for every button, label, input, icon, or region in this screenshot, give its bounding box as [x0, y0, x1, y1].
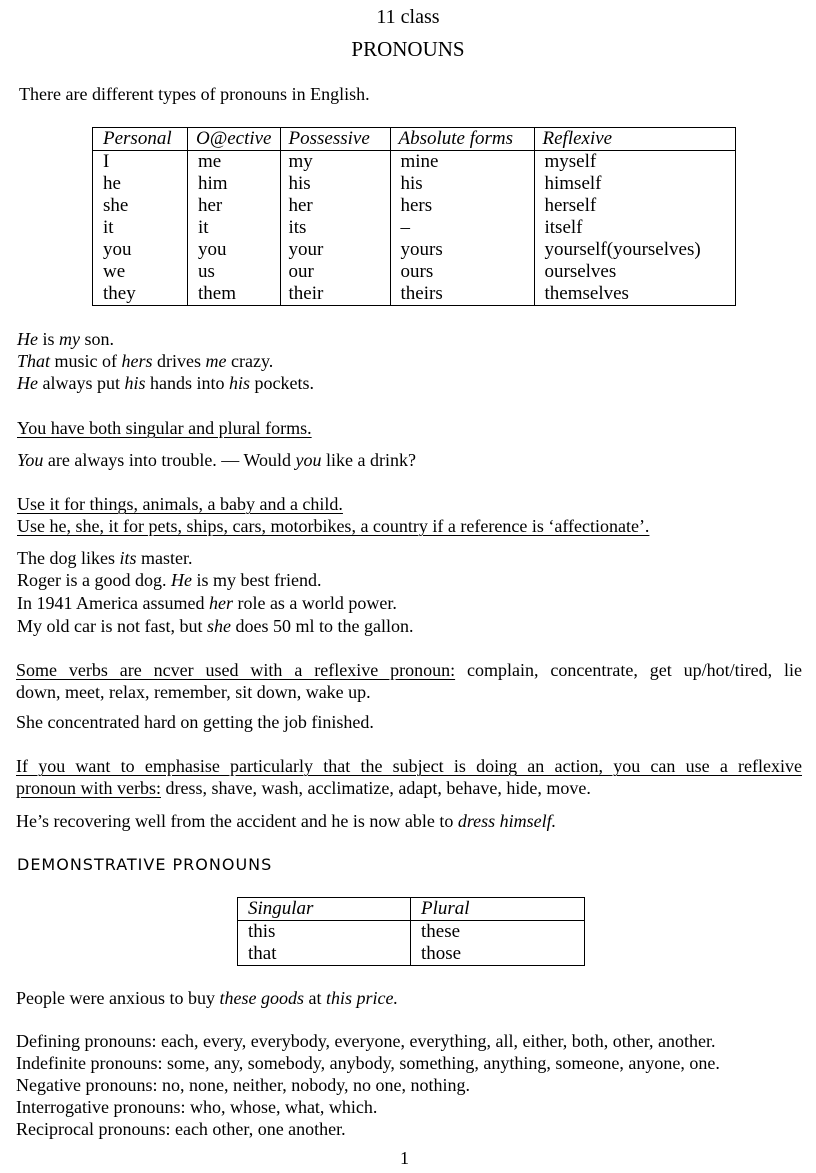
example-you: You are always into trouble. — Would you like a drink?: [17, 450, 416, 470]
table-cell: I: [93, 151, 188, 174]
defining-pronouns: Defining pronouns: each, every, everybody, everyone, everything, all, either, both, other, another.: [16, 1031, 716, 1051]
example-line: He is my son.: [17, 329, 115, 349]
table-cell: that: [238, 943, 411, 966]
rule-reflexive-cont: down, meet, relax, remember, sit down, wake up.: [16, 682, 371, 702]
example-line: He always put his hands into his pockets.: [17, 373, 314, 393]
table-cell: you: [188, 239, 281, 261]
table-cell: they: [93, 283, 188, 306]
table-row: [93, 195, 736, 217]
example-demonstrative: People were anxious to buy these goods at this price.: [16, 988, 398, 1008]
header-absolute: Absolute forms: [390, 128, 534, 151]
pronoun-table: [92, 127, 736, 306]
example-reflexive: She concentrated hard on getting the job finished.: [16, 712, 374, 732]
table-cell: her: [280, 195, 390, 217]
table-cell: this: [238, 921, 411, 944]
table-cell: your: [280, 239, 390, 261]
rule-you: You have both singular and plural forms.: [17, 418, 312, 438]
table-cell: them: [188, 283, 281, 306]
table-cell: it: [188, 217, 281, 239]
example-line: In 1941 America assumed her role as a world power.: [17, 593, 397, 613]
class-label: 11 class: [376, 6, 440, 28]
example-emphasis: He’s recovering well from the accident and he is now able to dress himself.: [16, 811, 557, 831]
table-cell: him: [188, 173, 281, 195]
header-singular: Singular: [238, 898, 411, 921]
table-cell: theirs: [390, 283, 534, 306]
table-row: [93, 283, 736, 306]
table-cell: yours: [390, 239, 534, 261]
example-line: That music of hers drives me crazy.: [17, 351, 274, 371]
rule-emphasis-cont: pronoun with verbs: dress, shave, wash, acclimatize, adapt, behave, hide, move.: [16, 778, 591, 798]
table-cell: ours: [390, 261, 534, 283]
table-cell: her: [188, 195, 281, 217]
header-personal: Personal: [93, 128, 188, 151]
table-cell: hers: [390, 195, 534, 217]
table-cell: himself: [534, 173, 736, 195]
table-row: [93, 261, 736, 283]
rule-reflexive: Some verbs are ncver used with a reflexive pronoun: complain, concentrate, get up/hot/tired, lie: [16, 660, 802, 680]
rule-it-2: Use he, she, it for pets, ships, cars, motorbikes, a country if a reference is ‘affectionate’.: [17, 516, 650, 536]
table-cell: these: [411, 921, 585, 944]
intro-text: There are different types of pronouns in English.: [19, 84, 370, 104]
table-cell: my: [280, 151, 390, 174]
demonstrative-table: [237, 897, 585, 966]
table-row: [93, 239, 736, 261]
table-cell: we: [93, 261, 188, 283]
table-cell: myself: [534, 151, 736, 174]
table-cell: you: [93, 239, 188, 261]
header-reflexive: Reflexive: [534, 128, 736, 151]
table-cell: our: [280, 261, 390, 283]
negative-pronouns: Negative pronouns: no, none, neither, nobody, no one, nothing.: [16, 1075, 471, 1095]
table-cell: their: [280, 283, 390, 306]
table-cell: yourself(yourselves): [534, 239, 736, 261]
section-heading: DEMONSTRATIVE PRONOUNS: [17, 855, 273, 874]
table-cell: its: [280, 217, 390, 239]
table-cell: it: [93, 217, 188, 239]
page-number: 1: [400, 1148, 409, 1168]
table-cell: ourselves: [534, 261, 736, 283]
table-cell: themselves: [534, 283, 736, 306]
table-cell: –: [390, 217, 534, 239]
table-cell: me: [188, 151, 281, 174]
table-row: [238, 943, 585, 966]
table-row: [93, 151, 736, 174]
indefinite-pronouns: Indefinite pronouns: some, any, somebody, anybody, something, anything, someone, anyone, one.: [16, 1053, 720, 1073]
reciprocal-pronouns: Reciprocal pronouns: each other, one another.: [16, 1119, 346, 1139]
interrogative-pronouns: Interrogative pronouns: who, whose, what, which.: [16, 1097, 378, 1117]
table-cell: his: [390, 173, 534, 195]
rule-it-1: Use it for things, animals, a baby and a child.: [17, 494, 343, 514]
table-row: [93, 173, 736, 195]
table-cell: mine: [390, 151, 534, 174]
example-line: Roger is a good dog. He is my best friend.: [17, 570, 322, 590]
demo-table-header: [238, 898, 585, 921]
table-cell: us: [188, 261, 281, 283]
example-line: The dog likes its master.: [17, 548, 193, 568]
table-cell: itself: [534, 217, 736, 239]
table-cell: she: [93, 195, 188, 217]
table-row: [93, 217, 736, 239]
page-title: PRONOUNS: [351, 37, 465, 61]
table-cell: his: [280, 173, 390, 195]
table-cell: those: [411, 943, 585, 966]
pronoun-table-header: [93, 128, 736, 151]
table-row: [238, 921, 585, 944]
rule-emphasis: If you want to emphasise particularly that the subject is doing an action, you can use a reflexive: [16, 756, 802, 776]
table-cell: he: [93, 173, 188, 195]
header-plural: Plural: [411, 898, 585, 921]
header-objective: O@ective: [188, 128, 281, 151]
table-cell: herself: [534, 195, 736, 217]
header-possessive: Possessive: [280, 128, 390, 151]
example-line: My old car is not fast, but she does 50 ml to the gallon.: [17, 616, 414, 636]
